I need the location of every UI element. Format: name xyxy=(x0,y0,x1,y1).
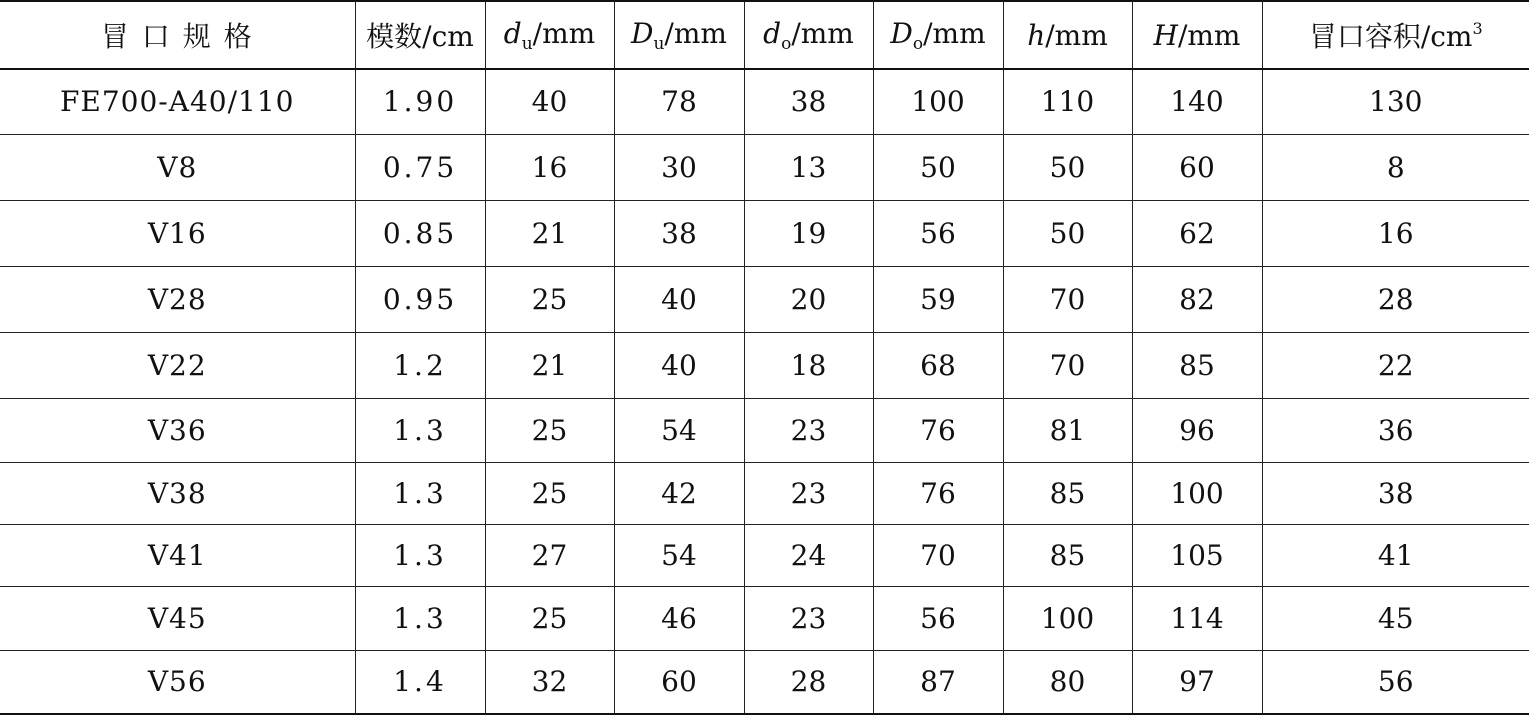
cell-H: 97 xyxy=(1132,650,1262,714)
cell-volume: 130 xyxy=(1262,69,1529,134)
table-row xyxy=(0,200,1529,266)
cell-modulus: 1.3 xyxy=(355,398,485,462)
cell-du: 27 xyxy=(485,524,614,586)
table-row xyxy=(0,69,1529,134)
header-riser-spec-label: 冒 口 规 格 xyxy=(100,20,254,53)
cell-Do: 59 xyxy=(873,266,1003,332)
cell-volume: 16 xyxy=(1262,200,1529,266)
cell-h: 70 xyxy=(1003,266,1132,332)
cell-Do: 56 xyxy=(873,200,1003,266)
cell-h: 85 xyxy=(1003,524,1132,586)
header-du-unit: /mm xyxy=(532,16,596,50)
header-du xyxy=(485,1,614,69)
header-riser-volume xyxy=(1262,1,1529,69)
header-du-sub: u xyxy=(521,33,533,54)
cell-volume: 56 xyxy=(1262,650,1529,714)
cell-h: 100 xyxy=(1003,586,1132,650)
cell-modulus: 0.85 xyxy=(355,200,485,266)
cell-du: 21 xyxy=(485,332,614,398)
table-row xyxy=(0,332,1529,398)
cell-du: 25 xyxy=(485,586,614,650)
header-H-var: H xyxy=(1153,18,1178,52)
cell-Do: 68 xyxy=(873,332,1003,398)
header-Do-unit: /mm xyxy=(923,16,986,50)
cell-H: 114 xyxy=(1132,586,1262,650)
cell-volume: 22 xyxy=(1262,332,1529,398)
cell-du: 16 xyxy=(485,134,614,200)
cell-do: 18 xyxy=(744,332,873,398)
cell-h: 85 xyxy=(1003,462,1132,524)
cell-spec: V28 xyxy=(0,266,355,332)
header-modulus xyxy=(355,1,485,69)
cell-spec: V36 xyxy=(0,398,355,462)
cell-du: 21 xyxy=(485,200,614,266)
cell-du: 32 xyxy=(485,650,614,714)
header-Du-var: D xyxy=(631,16,654,50)
cell-du: 25 xyxy=(485,462,614,524)
cell-modulus: 1.2 xyxy=(355,332,485,398)
cell-modulus: 0.95 xyxy=(355,266,485,332)
header-Du-sub: u xyxy=(653,33,665,54)
header-do xyxy=(744,1,873,69)
cell-Du: 40 xyxy=(614,266,744,332)
cell-H: 100 xyxy=(1132,462,1262,524)
cell-Do: 76 xyxy=(873,398,1003,462)
header-Do xyxy=(873,1,1003,69)
cell-du: 25 xyxy=(485,266,614,332)
cell-Du: 30 xyxy=(614,134,744,200)
cell-spec: V16 xyxy=(0,200,355,266)
cell-volume: 41 xyxy=(1262,524,1529,586)
cell-do: 20 xyxy=(744,266,873,332)
cell-H: 105 xyxy=(1132,524,1262,586)
cell-h: 80 xyxy=(1003,650,1132,714)
cell-do: 38 xyxy=(744,69,873,134)
cell-h: 50 xyxy=(1003,200,1132,266)
cell-Du: 42 xyxy=(614,462,744,524)
cell-Do: 100 xyxy=(873,69,1003,134)
header-H-unit: /mm xyxy=(1177,18,1241,52)
table-row xyxy=(0,586,1529,650)
cell-volume: 45 xyxy=(1262,586,1529,650)
cell-modulus: 1.3 xyxy=(355,524,485,586)
table-body xyxy=(0,69,1529,714)
cell-H: 140 xyxy=(1132,69,1262,134)
cell-H: 85 xyxy=(1132,332,1262,398)
header-H xyxy=(1132,1,1262,69)
table-row xyxy=(0,266,1529,332)
header-Du-unit: /mm xyxy=(664,16,727,50)
header-h xyxy=(1003,1,1132,69)
cell-volume: 28 xyxy=(1262,266,1529,332)
cell-Du: 46 xyxy=(614,586,744,650)
header-riser-spec xyxy=(0,1,355,69)
cell-spec: FE700-A40/110 xyxy=(0,69,355,134)
header-du-var: d xyxy=(503,16,522,50)
cell-Du: 40 xyxy=(614,332,744,398)
cell-modulus: 0.75 xyxy=(355,134,485,200)
table-row xyxy=(0,524,1529,586)
cell-H: 60 xyxy=(1132,134,1262,200)
cell-Du: 54 xyxy=(614,524,744,586)
cell-spec: V38 xyxy=(0,462,355,524)
table-row xyxy=(0,134,1529,200)
cell-modulus: 1.90 xyxy=(355,69,485,134)
header-riser-volume-sup: 3 xyxy=(1472,19,1483,38)
header-do-sub: o xyxy=(781,33,792,54)
cell-spec: V41 xyxy=(0,524,355,586)
cell-h: 70 xyxy=(1003,332,1132,398)
cell-Du: 78 xyxy=(614,69,744,134)
cell-Do: 87 xyxy=(873,650,1003,714)
cell-modulus: 1.3 xyxy=(355,462,485,524)
table-row xyxy=(0,650,1529,714)
header-Du xyxy=(614,1,744,69)
header-row xyxy=(0,1,1529,69)
cell-do: 23 xyxy=(744,398,873,462)
cell-du: 25 xyxy=(485,398,614,462)
cell-do: 23 xyxy=(744,586,873,650)
cell-h: 50 xyxy=(1003,134,1132,200)
cell-Du: 38 xyxy=(614,200,744,266)
cell-spec: V45 xyxy=(0,586,355,650)
cell-do: 28 xyxy=(744,650,873,714)
cell-spec: V56 xyxy=(0,650,355,714)
cell-spec: V22 xyxy=(0,332,355,398)
cell-H: 82 xyxy=(1132,266,1262,332)
header-modulus-label: 模数/cm xyxy=(366,20,474,53)
cell-modulus: 1.4 xyxy=(355,650,485,714)
header-h-unit: /mm xyxy=(1045,18,1108,52)
cell-h: 110 xyxy=(1003,69,1132,134)
cell-volume: 36 xyxy=(1262,398,1529,462)
cell-H: 96 xyxy=(1132,398,1262,462)
cell-Do: 76 xyxy=(873,462,1003,524)
cell-du: 40 xyxy=(485,69,614,134)
cell-Du: 54 xyxy=(614,398,744,462)
cell-do: 13 xyxy=(744,134,873,200)
cell-H: 62 xyxy=(1132,200,1262,266)
cell-volume: 38 xyxy=(1262,462,1529,524)
cell-volume: 8 xyxy=(1262,134,1529,200)
cell-Du: 60 xyxy=(614,650,744,714)
header-h-var: h xyxy=(1027,18,1046,52)
cell-spec: V8 xyxy=(0,134,355,200)
cell-do: 19 xyxy=(744,200,873,266)
cell-Do: 50 xyxy=(873,134,1003,200)
header-Do-var: D xyxy=(890,16,913,50)
header-do-unit: /mm xyxy=(791,16,854,50)
cell-Do: 70 xyxy=(873,524,1003,586)
header-Do-sub: o xyxy=(912,33,924,54)
header-do-var: d xyxy=(763,16,782,50)
cell-modulus: 1.3 xyxy=(355,586,485,650)
cell-Do: 56 xyxy=(873,586,1003,650)
cell-h: 81 xyxy=(1003,398,1132,462)
table-row xyxy=(0,398,1529,462)
cell-do: 23 xyxy=(744,462,873,524)
cell-do: 24 xyxy=(744,524,873,586)
table-row xyxy=(0,462,1529,524)
header-riser-volume-label: 冒口容积/cm xyxy=(1308,20,1473,53)
